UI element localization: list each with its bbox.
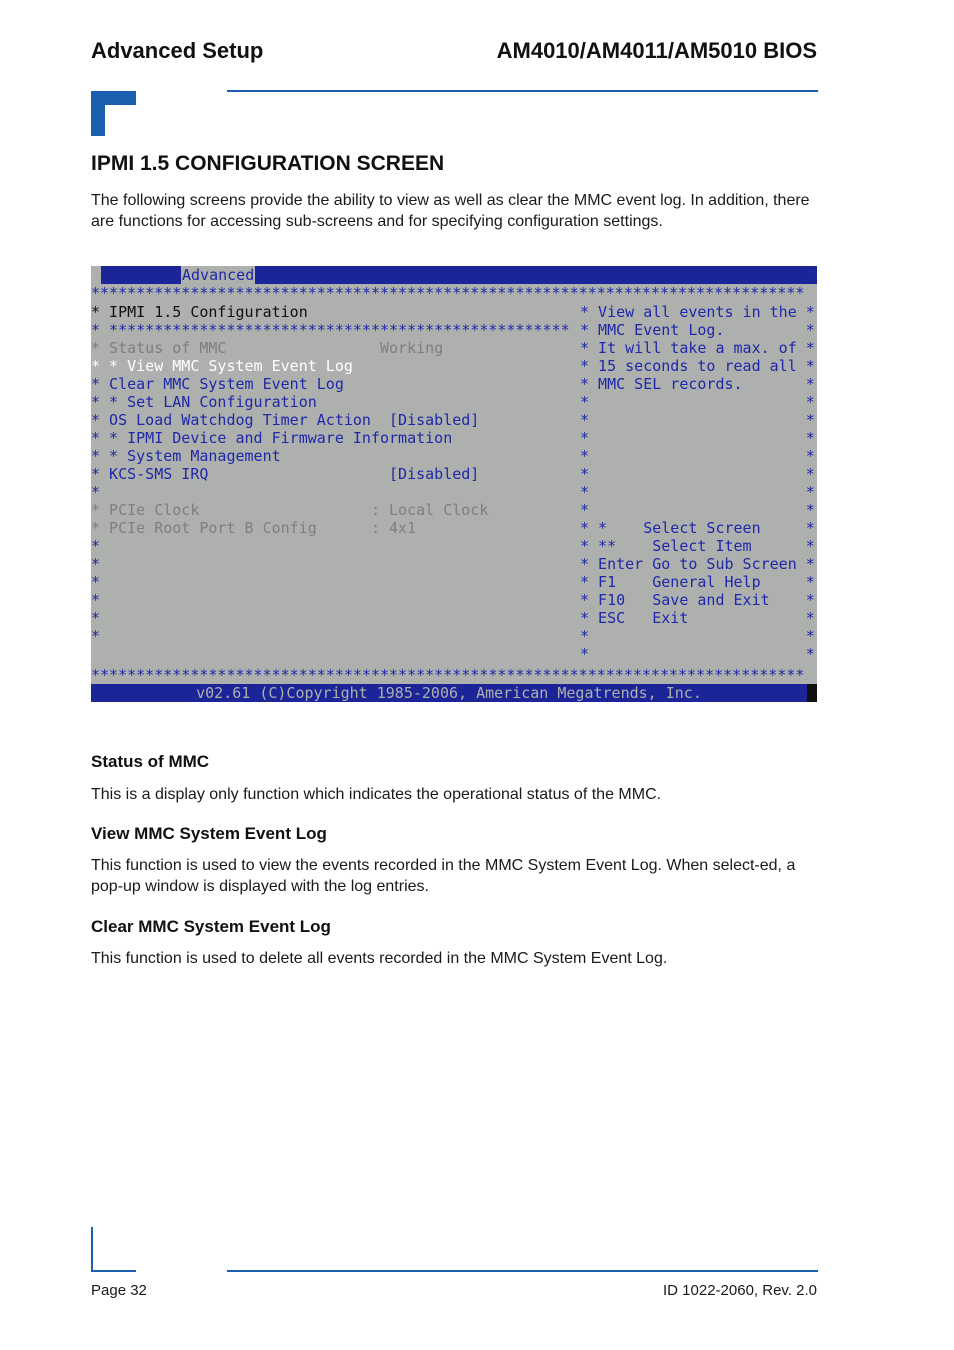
bios-border-bottom: ******************************************************************************* bbox=[91, 666, 805, 684]
bios-help-line: * * bbox=[580, 627, 815, 645]
bios-left-line: * bbox=[91, 591, 101, 609]
bios-help-line: * It will take a max. of * bbox=[580, 339, 815, 357]
bios-left-line[interactable]: * * IPMI Device and Firmware Information bbox=[91, 429, 453, 447]
bios-left-line[interactable]: * * System Management bbox=[91, 447, 281, 465]
bios-left-line: * PCIe Clock : Local Clock bbox=[91, 501, 489, 519]
bios-left-line: * bbox=[91, 609, 101, 627]
corner-mark-horizontal bbox=[91, 91, 136, 105]
subsection-text-status-of-mmc: This is a display only function which indicates the operational status of the MMC. bbox=[91, 786, 662, 803]
subsection-title-status-of-mmc: Status of MMC bbox=[91, 752, 210, 771]
bios-left-line[interactable]: * OS Load Watchdog Timer Action [Disabled] bbox=[91, 411, 480, 429]
bios-help-line: * * bbox=[580, 411, 815, 429]
bios-help-line: * * Select Screen * bbox=[580, 519, 815, 537]
bios-top-star: * bbox=[807, 266, 817, 284]
bios-help-line: * * bbox=[580, 645, 815, 663]
header-right-title: AM4010/AM4011/AM5010 BIOS bbox=[496, 38, 817, 63]
bios-help-line: * View all events in the * bbox=[580, 303, 815, 321]
bios-left-line[interactable]: * * View MMC System Event Log bbox=[91, 357, 353, 375]
bios-help-line: * * bbox=[580, 393, 815, 411]
section-intro: The following screens provide the ability to view as well as clear the MMC event log. In addition, there are functions for accessing sub-screens and for specifying configuration settings. bbox=[91, 192, 810, 230]
footer-rule bbox=[227, 1270, 818, 1272]
bios-help-line: * F1 General Help * bbox=[580, 573, 815, 591]
bios-help-line: * * bbox=[580, 465, 815, 483]
bios-help-line: * Enter Go to Sub Screen * bbox=[580, 555, 815, 573]
bios-help-line: * 15 seconds to read all * bbox=[580, 357, 815, 375]
bios-tab-advanced[interactable]: Advanced bbox=[182, 266, 255, 284]
bios-left-line[interactable]: * * Set LAN Configuration bbox=[91, 393, 317, 411]
bios-left-line[interactable]: * Clear MMC System Event Log bbox=[91, 375, 344, 393]
bios-screenshot bbox=[91, 266, 817, 702]
header-left-title: Advanced Setup bbox=[91, 38, 264, 63]
bios-border-top: ******************************************************************************* bbox=[91, 284, 805, 302]
subsection-text-view-mmc-log: This function is used to view the events recorded in the MMC System Event Log. When select-ed, a pop-up window is displayed with the log entries. bbox=[91, 857, 796, 895]
bios-help-line: * * bbox=[580, 501, 815, 519]
footer-doc-id: ID 1022-2060, Rev. 2.0 bbox=[663, 1282, 817, 1299]
bios-help-line: * ** Select Item * bbox=[580, 537, 815, 555]
subsection-title-view-mmc-log: View MMC System Event Log bbox=[91, 824, 327, 843]
subsection-title-clear-mmc-log: Clear MMC System Event Log bbox=[91, 917, 331, 936]
bios-help-line: * MMC Event Log. * bbox=[580, 321, 815, 339]
bios-left-line: * bbox=[91, 537, 101, 555]
bios-left-line: * bbox=[91, 573, 101, 591]
bios-copyright: v02.61 (C)Copyright 1985-2006, American Megatrends, Inc. bbox=[196, 684, 702, 702]
bios-screen-title: * IPMI 1.5 Configuration bbox=[91, 303, 308, 321]
bios-title-separator: * *************************************************** bbox=[91, 321, 570, 339]
bios-left-line[interactable]: * KCS-SMS IRQ [Disabled] bbox=[91, 465, 480, 483]
footer-mark-vertical bbox=[91, 1227, 93, 1272]
bios-help-line: * * bbox=[580, 429, 815, 447]
header-rule bbox=[227, 90, 818, 92]
bios-help-line: * * bbox=[580, 447, 815, 465]
bios-left-line: * bbox=[91, 555, 101, 573]
bios-left-line: * Status of MMC Working bbox=[91, 339, 444, 357]
footer-page-number: Page 32 bbox=[91, 1282, 147, 1299]
bios-cursor bbox=[807, 684, 817, 702]
bios-help-line: * MMC SEL records. * bbox=[580, 375, 815, 393]
bios-left-line: * PCIe Root Port B Config : 4x1 bbox=[91, 519, 417, 537]
section-title: IPMI 1.5 CONFIGURATION SCREEN bbox=[91, 152, 445, 175]
bios-help-line: * ESC Exit * bbox=[580, 609, 815, 627]
bios-left-line: * bbox=[91, 483, 101, 501]
bios-help-line: * F10 Save and Exit * bbox=[580, 591, 815, 609]
bios-help-line: * * bbox=[580, 483, 815, 501]
subsection-text-clear-mmc-log: This function is used to delete all events recorded in the MMC System Event Log. bbox=[91, 950, 668, 967]
footer-mark-horizontal bbox=[91, 1270, 136, 1272]
bios-left-line: * bbox=[91, 627, 101, 645]
